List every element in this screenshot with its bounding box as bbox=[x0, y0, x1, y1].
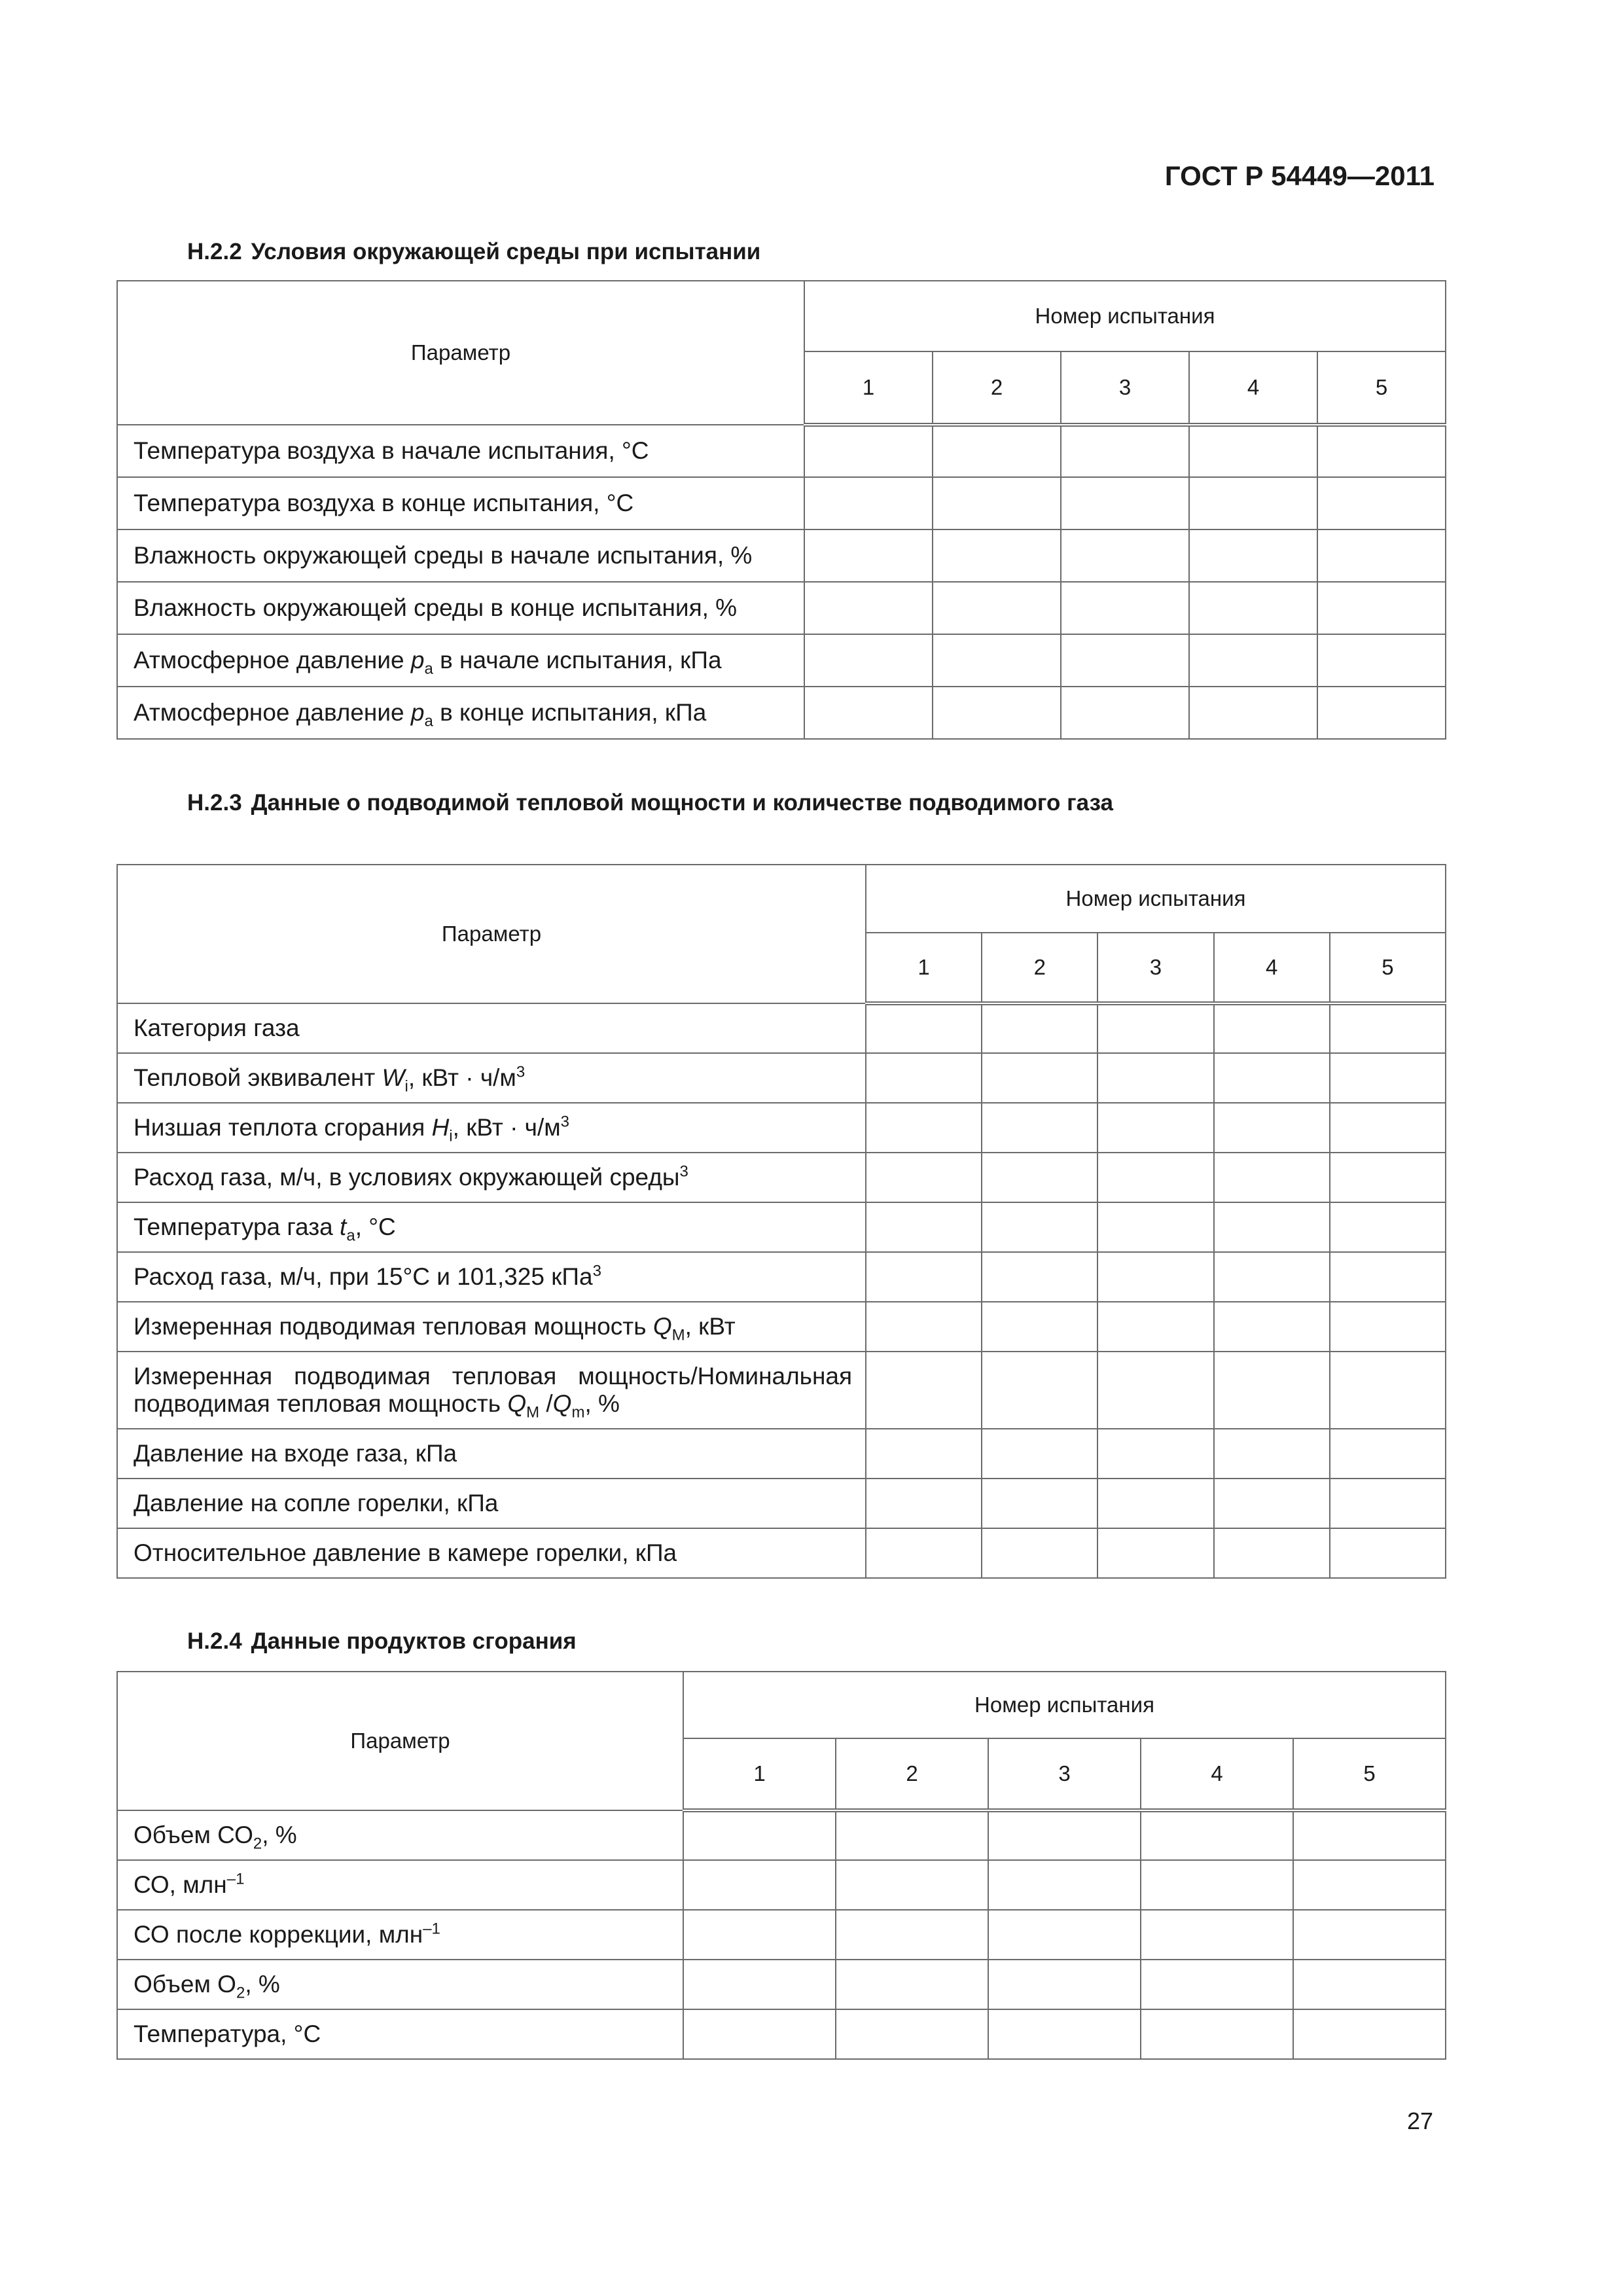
value-cell-test-4 bbox=[1214, 1202, 1330, 1252]
parameter-subscript: a bbox=[346, 1227, 355, 1245]
table-row bbox=[117, 1479, 1446, 1528]
value-cell-test-1 bbox=[866, 1479, 982, 1528]
parameter-cell bbox=[117, 1302, 866, 1352]
value-cell-test-4 bbox=[1141, 1860, 1293, 1910]
value-cell-test-1 bbox=[683, 1860, 836, 1910]
value-cell-test-2 bbox=[836, 1960, 988, 2009]
value-cell-test-5 bbox=[1330, 1202, 1446, 1252]
value-cell-test-2 bbox=[933, 582, 1061, 634]
parameter-subscript: a bbox=[424, 712, 433, 730]
parameter-symbol: W bbox=[382, 1064, 405, 1091]
column-header-test-number: Номер испытания bbox=[804, 281, 1446, 351]
value-cell-test-4 bbox=[1141, 1910, 1293, 1960]
parameter-superscript: –1 bbox=[423, 1920, 440, 1938]
value-cell-test-3 bbox=[1097, 1053, 1213, 1103]
parameter-cell bbox=[117, 1429, 866, 1479]
value-cell-test-5 bbox=[1293, 1860, 1446, 1910]
table-ambient-conditions bbox=[116, 280, 1446, 740]
value-cell-test-2 bbox=[933, 687, 1061, 739]
value-cell-test-1 bbox=[866, 1429, 982, 1479]
parameter-cell bbox=[117, 529, 804, 582]
parameter-text: СО после коррекции, млн bbox=[134, 1921, 423, 1948]
value-cell-test-4 bbox=[1189, 582, 1317, 634]
value-cell-test-2 bbox=[836, 2009, 988, 2059]
value-cell-test-5 bbox=[1330, 1429, 1446, 1479]
value-cell-test-2 bbox=[982, 1302, 1097, 1352]
parameter-symbol: H bbox=[431, 1114, 450, 1141]
value-cell-test-2 bbox=[982, 1053, 1097, 1103]
value-cell-test-2 bbox=[836, 1860, 988, 1910]
test-number-5: 5 bbox=[1330, 933, 1446, 1003]
test-number-3: 3 bbox=[988, 1738, 1141, 1810]
value-cell-test-4 bbox=[1189, 634, 1317, 687]
parameter-text: Измеренная подводимая тепловая мощность/Номинальная подводимая тепловая мощность bbox=[134, 1363, 852, 1417]
value-cell-test-1 bbox=[866, 1528, 982, 1578]
parameter-symbol: Q bbox=[552, 1390, 572, 1417]
value-cell-test-5 bbox=[1330, 1003, 1446, 1053]
value-cell-test-5 bbox=[1330, 1053, 1446, 1103]
table-row bbox=[117, 1528, 1446, 1578]
value-cell-test-1 bbox=[804, 582, 933, 634]
value-cell-test-2 bbox=[982, 1153, 1097, 1202]
value-cell-test-5 bbox=[1293, 1960, 1446, 2009]
table-row bbox=[117, 1860, 1446, 1910]
value-cell-test-2 bbox=[982, 1103, 1097, 1153]
parameter-subscript: 2 bbox=[253, 1835, 262, 1853]
table-row bbox=[117, 1429, 1446, 1479]
value-cell-test-3 bbox=[1061, 529, 1189, 582]
test-number-3: 3 bbox=[1061, 351, 1189, 425]
section-title: Данные о подводимой тепловой мощности и количестве подводимого газа bbox=[251, 790, 1113, 816]
value-cell-test-5 bbox=[1330, 1103, 1446, 1153]
parameter-cell bbox=[117, 477, 804, 529]
value-cell-test-2 bbox=[836, 1810, 988, 1860]
value-cell-test-4 bbox=[1214, 1528, 1330, 1578]
parameter-text: СО, млн bbox=[134, 1871, 227, 1898]
value-cell-test-1 bbox=[804, 425, 933, 477]
value-cell-test-3 bbox=[988, 1960, 1141, 2009]
value-cell-test-2 bbox=[982, 1479, 1097, 1528]
parameter-cell bbox=[117, 1352, 866, 1429]
parameter-subscript: M bbox=[671, 1326, 685, 1344]
value-cell-test-3 bbox=[1097, 1352, 1213, 1429]
value-cell-test-4 bbox=[1141, 1960, 1293, 2009]
parameter-cell bbox=[117, 1202, 866, 1252]
section-title: Данные продуктов сгорания bbox=[251, 1628, 577, 1654]
value-cell-test-2 bbox=[933, 634, 1061, 687]
value-cell-test-1 bbox=[804, 687, 933, 739]
value-cell-test-4 bbox=[1189, 529, 1317, 582]
parameter-text: / bbox=[539, 1390, 553, 1417]
test-number-4: 4 bbox=[1141, 1738, 1293, 1810]
value-cell-test-4 bbox=[1141, 2009, 1293, 2059]
column-header-test-number: Номер испытания bbox=[866, 865, 1446, 933]
parameter-cell bbox=[117, 1053, 866, 1103]
value-cell-test-1 bbox=[683, 1810, 836, 1860]
test-number-2: 2 bbox=[836, 1738, 988, 1810]
value-cell-test-3 bbox=[1061, 582, 1189, 634]
parameter-cell bbox=[117, 1528, 866, 1578]
value-cell-test-2 bbox=[982, 1429, 1097, 1479]
parameter-superscript: –1 bbox=[226, 1870, 245, 1888]
value-cell-test-3 bbox=[1097, 1429, 1213, 1479]
parameter-cell bbox=[117, 1103, 866, 1153]
value-cell-test-4 bbox=[1189, 477, 1317, 529]
parameter-symbol: Q bbox=[652, 1313, 672, 1340]
value-cell-test-1 bbox=[804, 529, 933, 582]
value-cell-test-2 bbox=[982, 1528, 1097, 1578]
parameter-text: , кВт · ч/м bbox=[408, 1064, 516, 1091]
table-row bbox=[117, 1302, 1446, 1352]
value-cell-test-2 bbox=[933, 425, 1061, 477]
parameter-superscript: 3 bbox=[592, 1262, 601, 1280]
value-cell-test-3 bbox=[1097, 1302, 1213, 1352]
value-cell-test-4 bbox=[1214, 1103, 1330, 1153]
parameter-text: Атмосферное давление bbox=[134, 647, 411, 673]
value-cell-test-5 bbox=[1293, 2009, 1446, 2059]
value-cell-test-3 bbox=[1097, 1153, 1213, 1202]
parameter-symbol: p bbox=[410, 647, 425, 673]
parameter-text: /ч, в условиях окружающей среды bbox=[296, 1164, 680, 1191]
parameter-text: Температура воздуха в начале испытания, °С bbox=[134, 437, 649, 464]
parameter-text: Объем О bbox=[134, 1971, 236, 1998]
parameter-cell bbox=[117, 1960, 683, 2009]
value-cell-test-1 bbox=[683, 1910, 836, 1960]
column-header-parameter: Параметр bbox=[117, 865, 866, 1003]
parameter-subscript: M bbox=[526, 1403, 540, 1422]
table-row bbox=[117, 1202, 1446, 1252]
parameter-text: , % bbox=[262, 1821, 297, 1848]
table-row bbox=[117, 687, 1446, 739]
parameter-cell bbox=[117, 634, 804, 687]
value-cell-test-1 bbox=[866, 1202, 982, 1252]
table-row bbox=[117, 1960, 1446, 2009]
value-cell-test-2 bbox=[982, 1003, 1097, 1053]
table-row bbox=[117, 1003, 1446, 1053]
parameter-text: Влажность окружающей среды в начале испытания, % bbox=[134, 542, 753, 569]
value-cell-test-1 bbox=[866, 1003, 982, 1053]
section-number: Н.2.4 bbox=[187, 1628, 242, 1654]
value-cell-test-1 bbox=[683, 2009, 836, 2059]
test-number-1: 1 bbox=[866, 933, 982, 1003]
parameter-text: , °С bbox=[355, 1213, 396, 1240]
value-cell-test-5 bbox=[1330, 1252, 1446, 1302]
value-cell-test-5 bbox=[1317, 582, 1446, 634]
table-row bbox=[117, 1103, 1446, 1153]
value-cell-test-5 bbox=[1317, 529, 1446, 582]
value-cell-test-5 bbox=[1330, 1352, 1446, 1429]
test-number-4: 4 bbox=[1214, 933, 1330, 1003]
value-cell-test-5 bbox=[1330, 1153, 1446, 1202]
document-id: ГОСТ Р 54449—2011 bbox=[1164, 160, 1435, 191]
value-cell-test-1 bbox=[866, 1153, 982, 1202]
parameter-cell bbox=[117, 1860, 683, 1910]
table-row bbox=[117, 1153, 1446, 1202]
value-cell-test-4 bbox=[1214, 1003, 1330, 1053]
parameter-text: , % bbox=[584, 1390, 620, 1417]
value-cell-test-3 bbox=[1061, 425, 1189, 477]
parameter-subscript: i bbox=[449, 1127, 453, 1145]
table-row bbox=[117, 1352, 1446, 1429]
section-heading-3 bbox=[187, 1628, 577, 1655]
value-cell-test-3 bbox=[1061, 634, 1189, 687]
value-cell-test-3 bbox=[1061, 477, 1189, 529]
value-cell-test-5 bbox=[1330, 1528, 1446, 1578]
test-number-3: 3 bbox=[1097, 933, 1213, 1003]
value-cell-test-1 bbox=[683, 1960, 836, 2009]
value-cell-test-4 bbox=[1214, 1352, 1330, 1429]
parameter-text: Влажность окружающей среды в конце испытания, % bbox=[134, 594, 738, 621]
value-cell-test-5 bbox=[1317, 687, 1446, 739]
parameter-text: Температура газа bbox=[134, 1213, 340, 1240]
table-row bbox=[117, 1053, 1446, 1103]
value-cell-test-3 bbox=[1097, 1252, 1213, 1302]
value-cell-test-3 bbox=[1097, 1528, 1213, 1578]
value-cell-test-5 bbox=[1293, 1910, 1446, 1960]
test-number-5: 5 bbox=[1317, 351, 1446, 425]
column-header-parameter: Параметр bbox=[117, 1672, 683, 1810]
table-row bbox=[117, 1810, 1446, 1860]
parameter-cell bbox=[117, 1479, 866, 1528]
parameter-subscript: m bbox=[571, 1403, 585, 1422]
value-cell-test-4 bbox=[1214, 1053, 1330, 1103]
column-header-parameter: Параметр bbox=[117, 281, 804, 425]
value-cell-test-3 bbox=[1097, 1003, 1213, 1053]
value-cell-test-1 bbox=[804, 634, 933, 687]
section-heading-1 bbox=[187, 239, 760, 265]
parameter-symbol: Q bbox=[507, 1390, 527, 1417]
value-cell-test-4 bbox=[1214, 1302, 1330, 1352]
parameter-cell bbox=[117, 687, 804, 739]
table-row bbox=[117, 425, 1446, 477]
value-cell-test-5 bbox=[1330, 1302, 1446, 1352]
value-cell-test-5 bbox=[1317, 634, 1446, 687]
parameter-symbol: p bbox=[410, 699, 425, 726]
value-cell-test-5 bbox=[1293, 1810, 1446, 1860]
value-cell-test-4 bbox=[1141, 1810, 1293, 1860]
value-cell-test-1 bbox=[866, 1252, 982, 1302]
parameter-text: Давление на входе газа, кПа bbox=[134, 1440, 457, 1467]
parameter-text: Атмосферное давление bbox=[134, 699, 411, 726]
value-cell-test-4 bbox=[1189, 687, 1317, 739]
value-cell-test-5 bbox=[1330, 1479, 1446, 1528]
parameter-superscript: 3 bbox=[560, 1113, 570, 1131]
parameter-cell bbox=[117, 425, 804, 477]
parameter-symbol: t bbox=[340, 1213, 347, 1240]
section-number: Н.2.3 bbox=[187, 790, 242, 816]
value-cell-test-3 bbox=[1097, 1103, 1213, 1153]
section-heading-2 bbox=[187, 790, 1113, 816]
parameter-superscript: 3 bbox=[516, 1063, 526, 1081]
parameter-cell bbox=[117, 1153, 866, 1202]
table-heat-input bbox=[116, 864, 1446, 1579]
value-cell-test-1 bbox=[804, 477, 933, 529]
parameter-subscript: a bbox=[424, 660, 433, 678]
parameter-text: Относительное давление в камере горелки, кПа bbox=[134, 1539, 677, 1566]
section-title: Условия окружающей среды при испытании bbox=[251, 239, 761, 264]
parameter-cell bbox=[117, 1252, 866, 1302]
value-cell-test-2 bbox=[933, 529, 1061, 582]
table-row bbox=[117, 2009, 1446, 2059]
value-cell-test-4 bbox=[1214, 1252, 1330, 1302]
value-cell-test-3 bbox=[1097, 1479, 1213, 1528]
test-number-1: 1 bbox=[804, 351, 933, 425]
parameter-text: Измеренная подводимая тепловая мощность bbox=[134, 1313, 653, 1340]
parameter-text: Температура, °С bbox=[134, 2020, 321, 2047]
value-cell-test-5 bbox=[1317, 477, 1446, 529]
parameter-text: /ч, при 15°С и 101,325 кПа bbox=[296, 1263, 593, 1290]
test-number-2: 2 bbox=[982, 933, 1097, 1003]
parameter-cell bbox=[117, 1910, 683, 1960]
parameter-text: Расход газа, м bbox=[134, 1263, 296, 1290]
parameter-superscript: 3 bbox=[679, 1162, 688, 1181]
value-cell-test-3 bbox=[1097, 1202, 1213, 1252]
value-cell-test-2 bbox=[933, 477, 1061, 529]
value-cell-test-2 bbox=[982, 1352, 1097, 1429]
value-cell-test-2 bbox=[982, 1252, 1097, 1302]
value-cell-test-1 bbox=[866, 1103, 982, 1153]
value-cell-test-2 bbox=[982, 1202, 1097, 1252]
parameter-subscript: 2 bbox=[236, 1984, 245, 2002]
value-cell-test-4 bbox=[1214, 1429, 1330, 1479]
value-cell-test-4 bbox=[1214, 1153, 1330, 1202]
parameter-cell bbox=[117, 582, 804, 634]
page-number: 27 bbox=[1406, 2108, 1433, 2134]
parameter-text: Давление на сопле горелки, кПа bbox=[134, 1490, 499, 1516]
value-cell-test-3 bbox=[988, 1810, 1141, 1860]
parameter-text: Низшая теплота сгорания bbox=[134, 1114, 432, 1141]
parameter-text: в конце испытания, кПа bbox=[433, 699, 707, 726]
parameter-text: Температура воздуха в конце испытания, °С bbox=[134, 490, 634, 516]
parameter-cell bbox=[117, 1003, 866, 1053]
value-cell-test-1 bbox=[866, 1302, 982, 1352]
value-cell-test-3 bbox=[988, 1860, 1141, 1910]
parameter-text: Объем СО bbox=[134, 1821, 253, 1848]
table-row bbox=[117, 582, 1446, 634]
table-row bbox=[117, 477, 1446, 529]
parameter-subscript: i bbox=[404, 1077, 408, 1096]
table-combustion-products bbox=[116, 1671, 1446, 2060]
value-cell-test-3 bbox=[1061, 687, 1189, 739]
value-cell-test-3 bbox=[988, 2009, 1141, 2059]
value-cell-test-3 bbox=[988, 1910, 1141, 1960]
value-cell-test-1 bbox=[866, 1053, 982, 1103]
table-row bbox=[117, 1252, 1446, 1302]
parameter-cell bbox=[117, 2009, 683, 2059]
value-cell-test-4 bbox=[1189, 425, 1317, 477]
parameter-text: Тепловой эквивалент bbox=[134, 1064, 382, 1091]
value-cell-test-4 bbox=[1214, 1479, 1330, 1528]
parameter-text: в начале испытания, кПа bbox=[433, 647, 722, 673]
section-number: Н.2.2 bbox=[187, 239, 242, 264]
table-row bbox=[117, 634, 1446, 687]
test-number-4: 4 bbox=[1189, 351, 1317, 425]
table-row bbox=[117, 1910, 1446, 1960]
test-number-1: 1 bbox=[683, 1738, 836, 1810]
test-number-2: 2 bbox=[933, 351, 1061, 425]
column-header-test-number: Номер испытания bbox=[683, 1672, 1446, 1738]
value-cell-test-2 bbox=[836, 1910, 988, 1960]
value-cell-test-1 bbox=[866, 1352, 982, 1429]
parameter-text: Расход газа, м bbox=[134, 1164, 296, 1191]
parameter-text: Категория газа bbox=[134, 1014, 300, 1041]
test-number-5: 5 bbox=[1293, 1738, 1446, 1810]
parameter-text: , % bbox=[245, 1971, 280, 1998]
parameter-cell bbox=[117, 1810, 683, 1860]
parameter-text: , кВт · ч/м bbox=[452, 1114, 561, 1141]
table-row bbox=[117, 529, 1446, 582]
value-cell-test-5 bbox=[1317, 425, 1446, 477]
parameter-text: , кВт bbox=[685, 1313, 736, 1340]
